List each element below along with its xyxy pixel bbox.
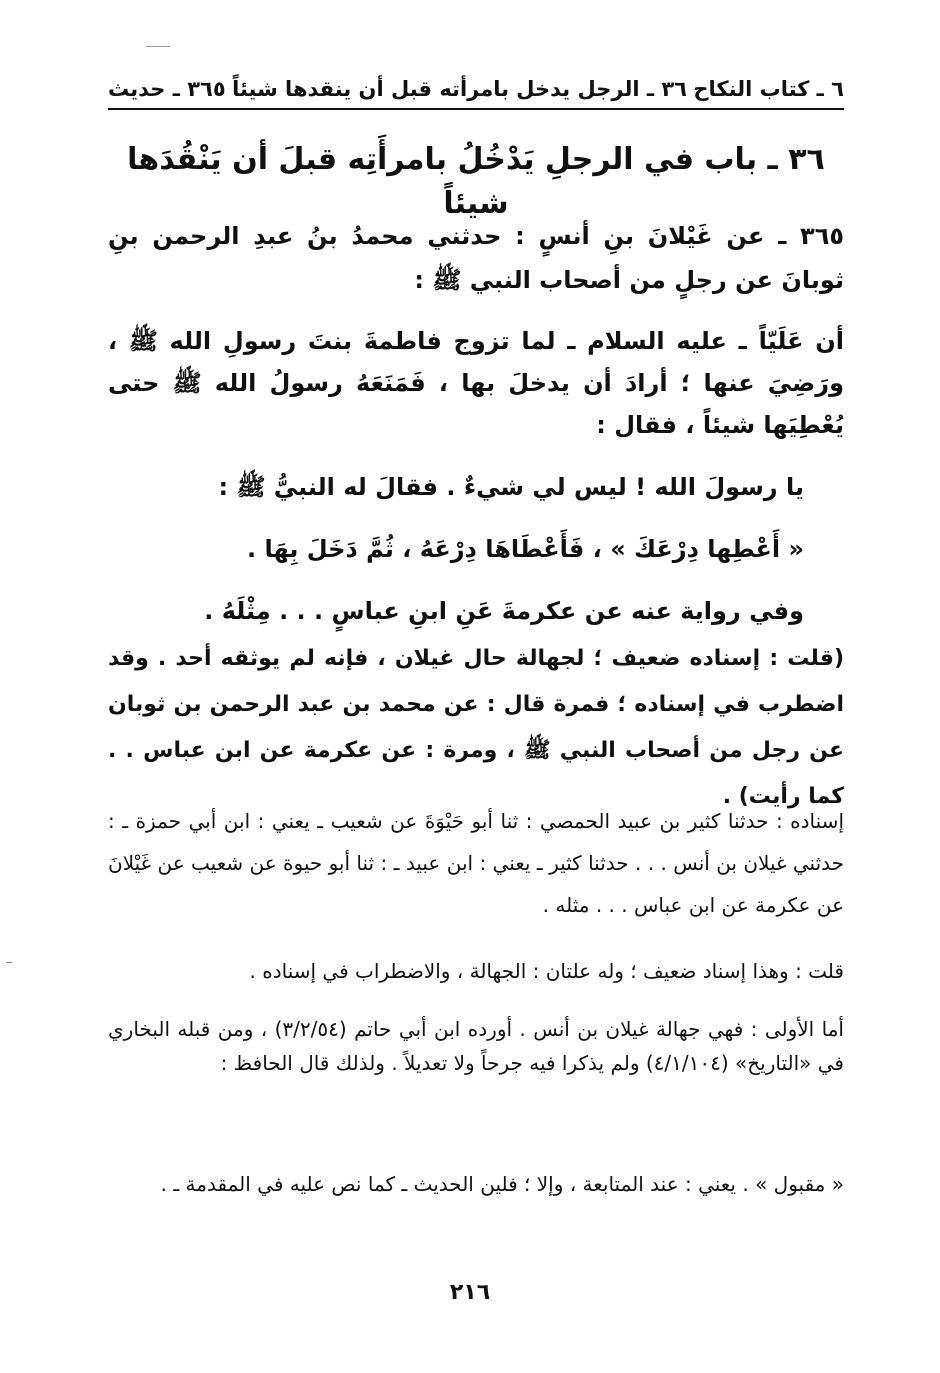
header-chapter: ٦ ـ كتاب النكاح — [693, 77, 844, 101]
header-hadith-number: ٣٦٥ ـ حديث — [108, 77, 226, 101]
hadith-line-3: وفي رواية عنه عن عكرمةَ عَنِ ابنِ عباسٍ . . . مِثْلَهُ . — [204, 597, 804, 625]
hadith-text: أن عَلَيّاً ـ عليه السلام ـ لما تزوج فاطمةَ بنتَ رسولِ الله ﷺ ، ورَضِيَ عنها ؛ أرادَ أن يدخلَ بها ، فَمَنَعَهُ رسولُ الله ﷺ حتى يُعْطِيَها شيئاً ، فقال : — [108, 327, 844, 439]
header-section: ٣٦ ـ الرجل يدخل بامرأته قبل أن ينقدها شيئاً — [232, 77, 687, 101]
hadith-intro: ٣٦٥ ـ عن غَيْلانَ بنِ أنسٍ : حدثني محمدُ بنُ عبدِ الرحمن بنِ ثوبانَ عن رجلٍ من أصحاب النبي ﷺ : — [108, 222, 844, 294]
maqbul-paragraph: « مقبول » . يعني : عند المتابعة ، وإلا ؛ فلين الحديث ـ كما نص عليه في المقدمة ـ . — [160, 1172, 844, 1196]
qult-paragraph: قلت : وهذا إسناد ضعيف ؛ وله علتان : الجهالة ، والاضطراب في إسناده . — [249, 959, 844, 983]
hadith-line-1: يا رسولَ الله ! ليس لي شيءٌ . فقالَ له النبيُّ ﷺ : — [218, 473, 804, 501]
side-mark — [6, 962, 12, 963]
hadith-body — [108, 320, 844, 652]
hadith-line-2: « أَعْطِها دِرْعَكَ » ، فَأَعْطَاهَا دِرْعَهُ ، ثُمَّ دَخَلَ بِهَا . — [247, 535, 804, 563]
grading-note: (قلت : إسناده ضعيف ؛ لجهالة حال غيلان ، فإنه لم يوثقه أحد . وقد اضطرب في إسناده ؛ فمرة قال : عن محمد بن عبد الرحمن بن ثوبان عن رجل من أصحاب النبي ﷺ ، ومرة : عن عكرمة عن ابن عباس . . كما رأيت) . — [108, 646, 844, 809]
isnad-paragraph: إسناده : حدثنا كثير بن عبيد الحمصي : ثنا أبو حَيْوَةَ عن شعيب ـ يعني : ابن أبي حمزة ـ : حدثني غيلان بن أنس . . . حدثنا كثير ـ يعني : ابن عبيد ـ : ثنا أبو حيوة عن شعيب عن غَيْلانَ عن عكرمة عن ابن عباس . . . مثله . — [108, 809, 844, 917]
first-defect-paragraph: أما الأولى : فهي جهالة غيلان بن أنس . أورده ابن أبي حاتم (٣/٢/٥٤) ، ومن قبله البخاري في «التاريخ» (٤/١/١٠٤) ولم يذكرا فيه جرحاً ولا تعديلاً . ولذلك قال الحافظ : — [108, 1017, 844, 1075]
section-title: ٣٦ ـ باب في الرجلِ يَدْخُلُ بامرأَتِه قبلَ أن يَنْقُدَها شيئاً — [127, 142, 825, 221]
corner-mark — [146, 46, 170, 47]
running-header — [108, 70, 844, 110]
page-number: ٢١٦ — [449, 1280, 491, 1305]
